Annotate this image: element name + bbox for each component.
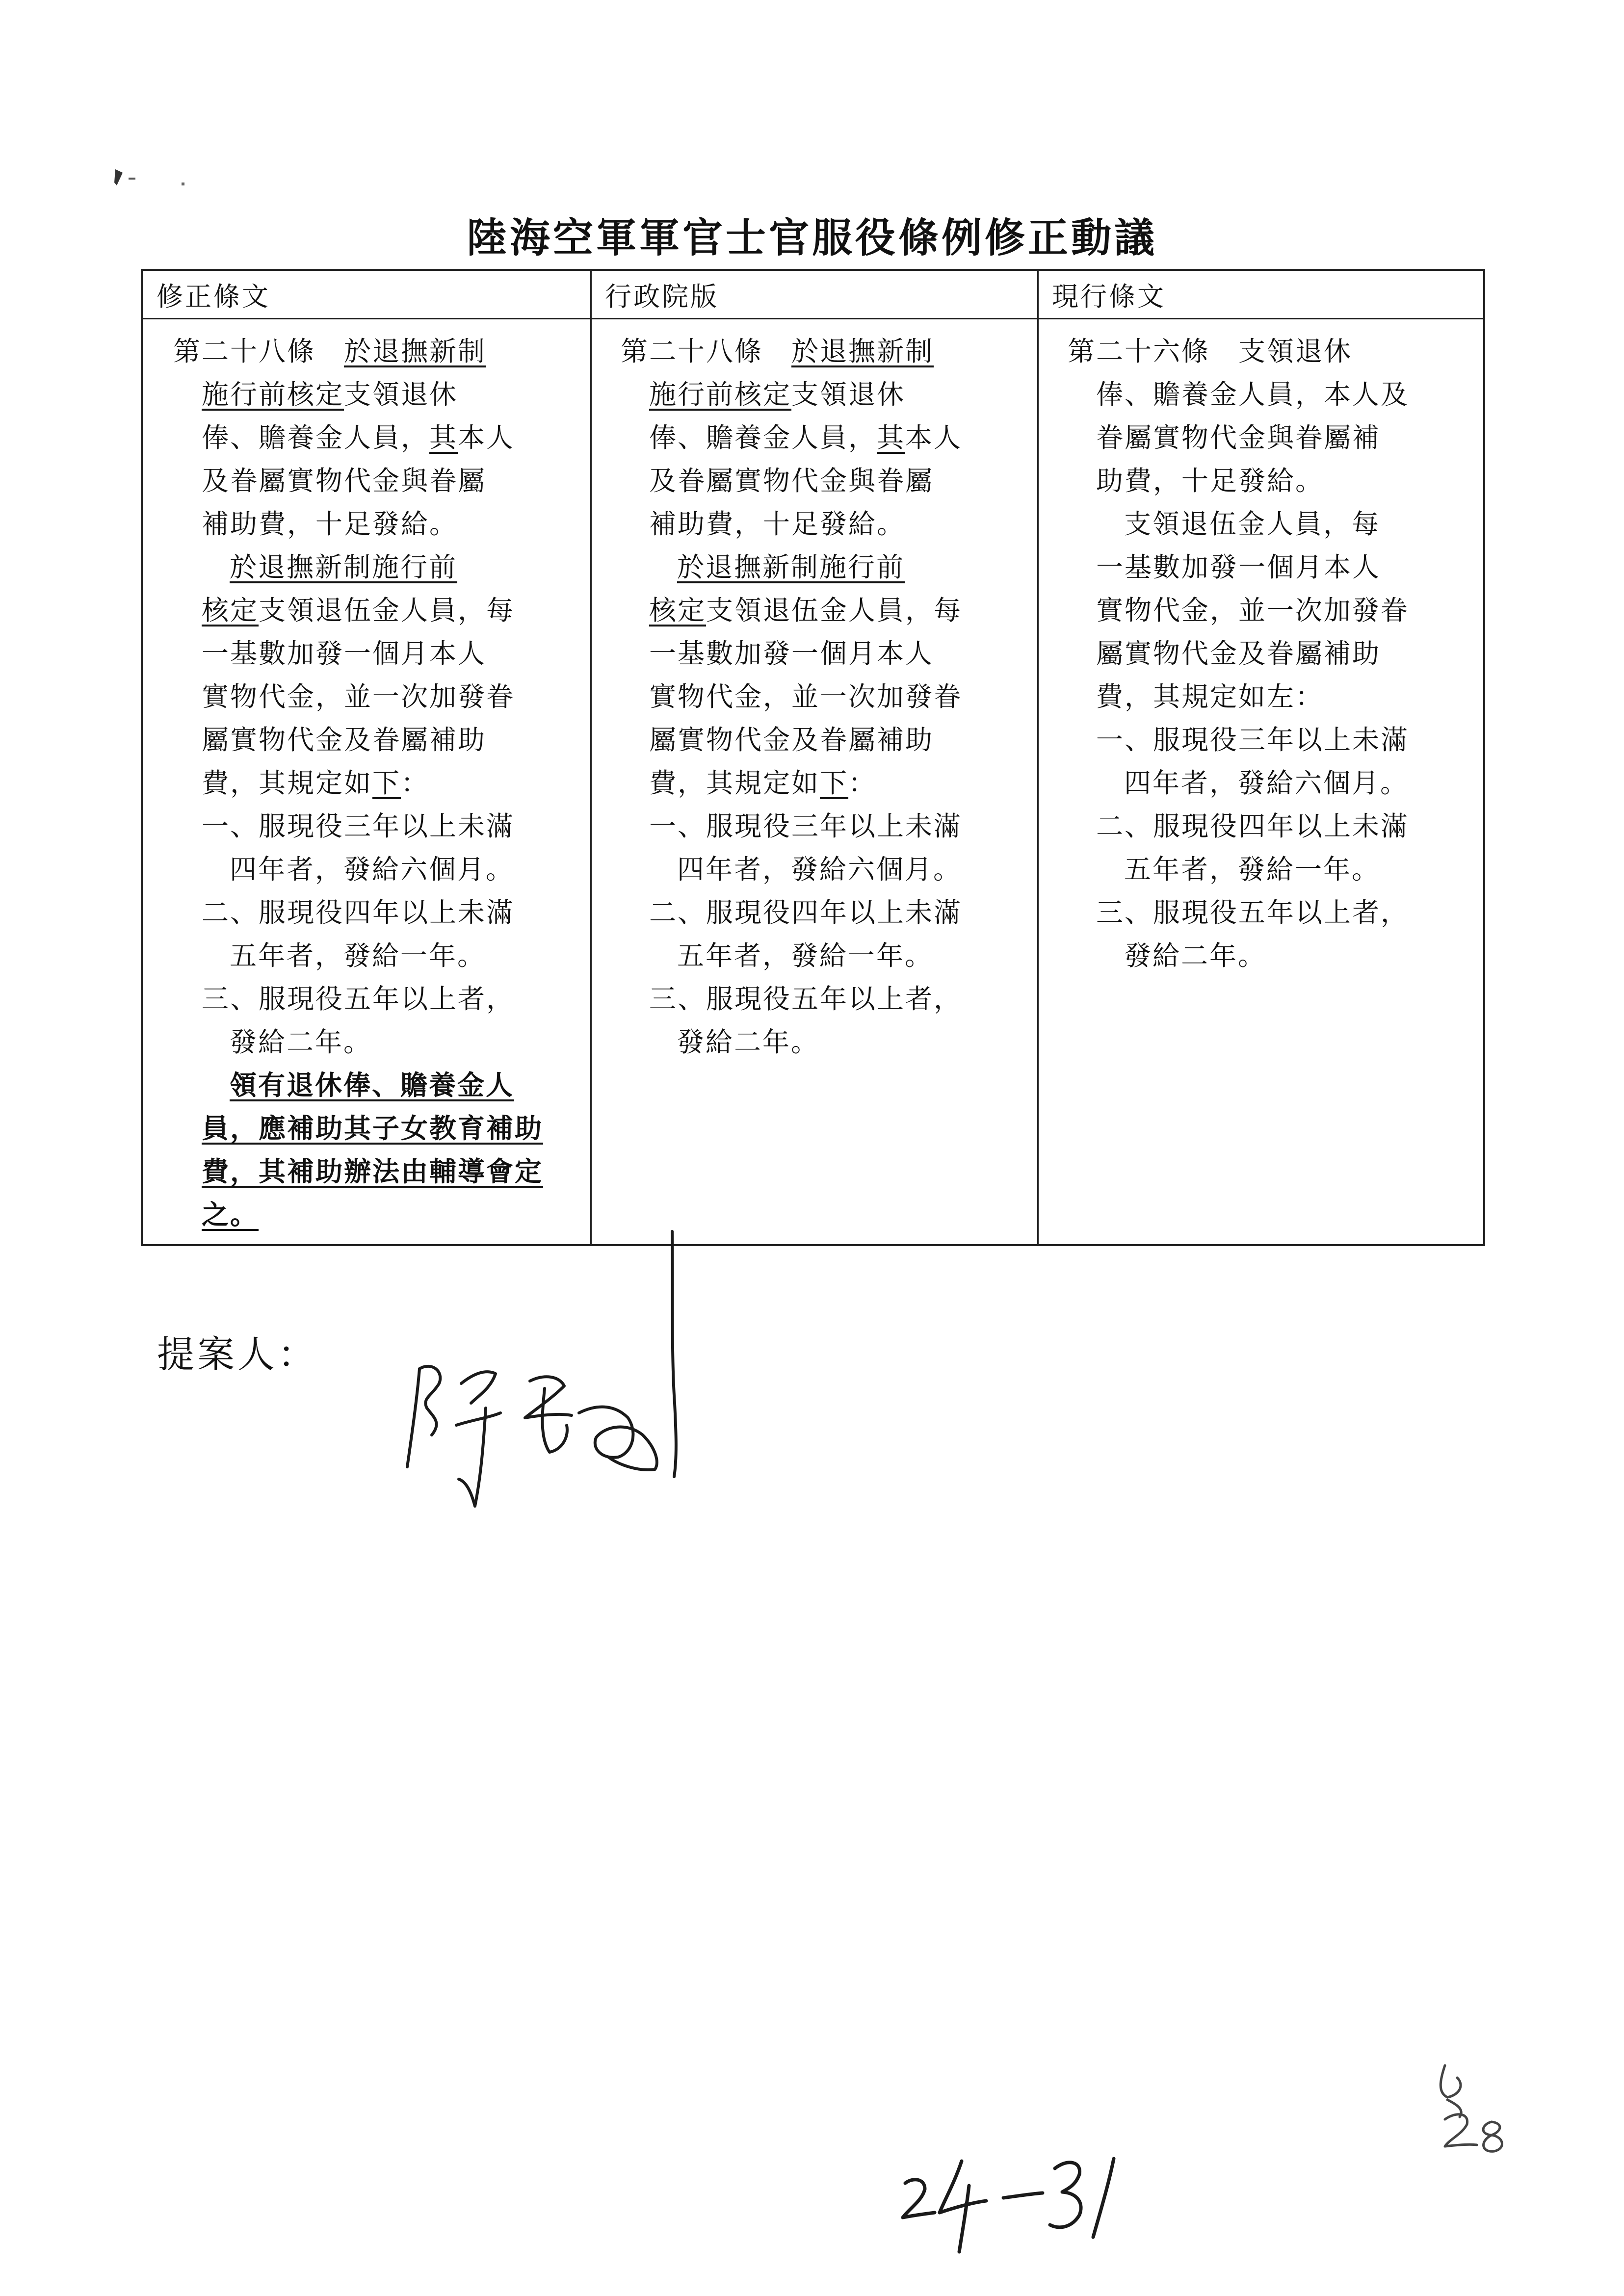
speck	[114, 169, 123, 185]
text-segment: 費，其規定如	[649, 767, 820, 799]
underlined-text: 施行前核定	[649, 379, 792, 410]
text-line: 二、服現役四年以上未滿	[1096, 810, 1410, 842]
text-line: 眷屬實物代金與眷屬補	[1096, 422, 1381, 453]
text-line: 補助費，十足發給。	[649, 508, 906, 540]
text-line: 五年者，發給一年。	[677, 940, 934, 971]
text-line: 一、服現役三年以上未滿	[1096, 724, 1410, 756]
text-segment: 俸、贍養金人員，	[202, 422, 430, 453]
column-header-executive: 行政院版	[605, 281, 719, 312]
text-line: 發給二年。	[677, 1026, 820, 1058]
underlined-text: 領有退休俸、贍養金人	[230, 1070, 515, 1101]
text-line: 屬實物代金及眷屬補助	[649, 724, 934, 756]
text-line: 四年者，發給六個月。	[677, 854, 962, 885]
text-line: 實物代金，並一次加發眷	[649, 681, 963, 712]
text-line: 一、服現役三年以上未滿	[202, 810, 515, 842]
text-segment: 支領退休	[791, 379, 906, 410]
text-segment: 俸、贍養金人員，	[649, 422, 877, 453]
text-line: 三、服現役五年以上者，	[202, 983, 515, 1015]
underlined-text: 核定	[202, 595, 259, 626]
underlined-text: 於退撫新制施行前	[230, 551, 458, 583]
text-line: 實物代金，並一次加發眷	[1096, 595, 1410, 626]
text-segment: 支領退伍金人員，每	[706, 595, 963, 626]
text-line: 一基數加發一個月本人	[202, 638, 487, 669]
text-line: 支領退伍金人員，每	[1124, 508, 1381, 540]
underlined-text: 其	[877, 422, 906, 453]
underlined-text: 其	[429, 422, 458, 453]
underlined-text: 於退撫新制施行前	[677, 551, 905, 583]
column-header-current: 現行條文	[1052, 281, 1166, 312]
text-segment: ：	[401, 767, 430, 799]
text-line: 二、服現役四年以上未滿	[202, 897, 515, 928]
text-segment: 第二十八條	[173, 336, 344, 367]
proposer-label: 提案人：	[157, 1332, 318, 1376]
text-line: 四年者，發給六個月。	[230, 854, 515, 885]
text-line: 二、服現役四年以上未滿	[649, 897, 963, 928]
speck	[182, 183, 184, 185]
text-line: 四年者，發給六個月。	[1124, 767, 1409, 799]
text-line: 三、服現役五年以上者，	[649, 983, 963, 1015]
text-segment: 支領退休	[344, 379, 458, 410]
underlined-text: 施行前核定	[202, 379, 344, 410]
speck	[129, 178, 135, 180]
text-line: 第二十六條 支領退休	[1068, 336, 1353, 367]
text-line: 發給二年。	[1124, 940, 1267, 971]
text-line: 屬實物代金及眷屬補助	[202, 724, 487, 756]
text-line: 費，其規定如左：	[1096, 681, 1324, 712]
underlined-text: 下	[372, 767, 401, 799]
underlined-text: 於退撫新制	[344, 336, 487, 367]
underlined-text: 之。	[202, 1199, 259, 1230]
text-segment: 第二十八條	[621, 336, 792, 367]
text-line: 助費，十足發給。	[1096, 465, 1324, 496]
text-line: 及眷屬實物代金與眷屬	[649, 465, 934, 496]
text-line: 一基數加發一個月本人	[649, 638, 934, 669]
text-line: 屬實物代金及眷屬補助	[1096, 638, 1381, 669]
text-line: 俸、贍養金人員，本人及	[1096, 379, 1410, 410]
column-header-amended: 修正條文	[157, 281, 270, 312]
text-line: 發給二年。	[230, 1026, 372, 1058]
text-line: 五年者，發給一年。	[230, 940, 486, 971]
text-line: 一基數加發一個月本人	[1096, 551, 1381, 583]
underlined-text: 於退撫新制	[791, 336, 934, 367]
text-line: 三、服現役五年以上者，	[1096, 897, 1410, 928]
underlined-text: 核定	[649, 595, 707, 626]
text-segment: 費，其規定如	[202, 767, 373, 799]
text-line: 一、服現役三年以上未滿	[649, 810, 963, 842]
text-line: 實物代金，並一次加發眷	[202, 681, 515, 712]
page-title: 陸海空軍軍官士官服役條例修正動議	[466, 215, 1157, 261]
underlined-text: 員，應補助其子女教育補助	[202, 1113, 544, 1144]
text-line: 及眷屬實物代金與眷屬	[202, 465, 487, 496]
underlined-text: 下	[820, 767, 849, 799]
underlined-text: 費，其補助辦法由輔導會定	[202, 1156, 544, 1187]
text-segment: ：	[848, 767, 877, 799]
text-segment: 本人	[905, 422, 963, 453]
text-line: 補助費，十足發給。	[202, 508, 458, 540]
text-line: 五年者，發給一年。	[1124, 854, 1381, 885]
text-segment: 支領退伍金人員，每	[259, 595, 515, 626]
text-segment: 本人	[458, 422, 515, 453]
